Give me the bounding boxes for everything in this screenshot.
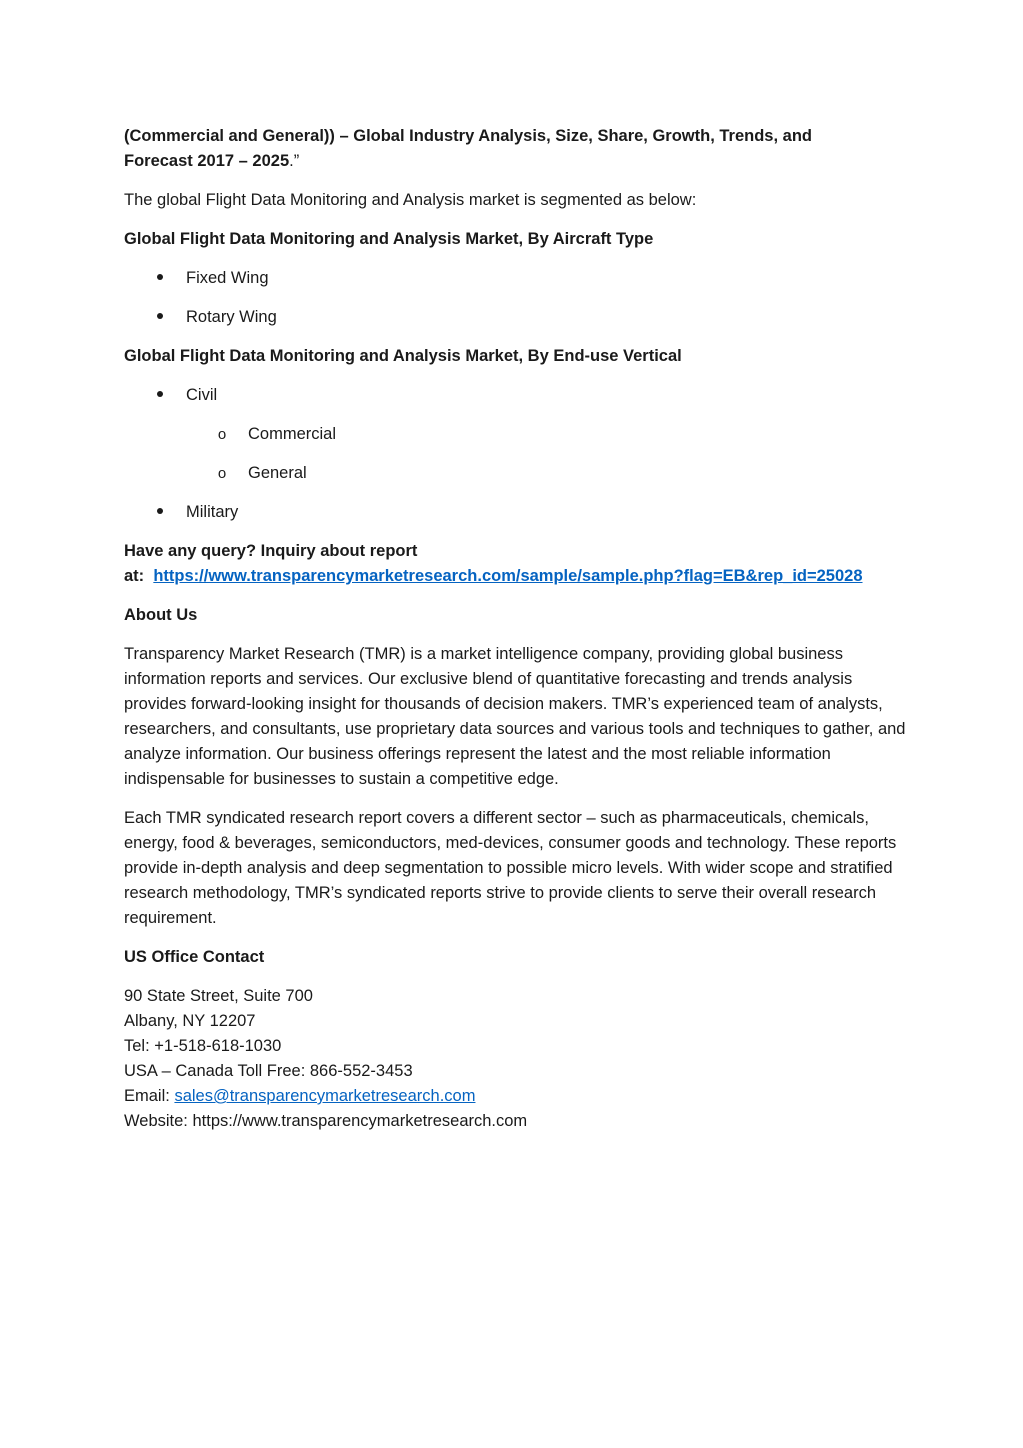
toll-free-number: USA – Canada Toll Free: 866-552-3453 <box>124 1062 413 1080</box>
sub-list-item <box>124 461 914 486</box>
sub-list-item <box>124 422 914 447</box>
list-item-label: Military <box>186 503 239 521</box>
email-line <box>124 1084 914 1109</box>
about-heading: About Us <box>124 606 198 624</box>
list-item-label: Civil <box>186 386 218 404</box>
list-item-label: Fixed Wing <box>186 269 269 287</box>
list-item <box>124 500 914 525</box>
report-title-line1: (Commercial and General)) – Global Industry Analysis, Size, Share, Growth, Trends, and <box>124 127 812 145</box>
list-item-label: General <box>248 464 307 482</box>
contact-heading: US Office Contact <box>124 948 265 966</box>
address-line-1: 90 State Street, Suite 700 <box>124 987 313 1005</box>
about-paragraph-2: Each TMR syndicated research report covers a different sector – such as pharmaceuticals, chemicals, energy, food & beverages, semiconductors, med-devices, consumer goods and technology. These reports provide in-depth analysis and deep segmentation to possible micro levels. With wider scope and stratified research methodology, TMR’s syndicated reports strive to provide clients to serve their overall research requirement. <box>124 809 897 927</box>
list-item <box>124 305 914 330</box>
email-link[interactable]: sales@transparencymarketresearch.com <box>174 1087 476 1105</box>
circle-bullet-icon: o <box>217 426 227 443</box>
website-line: Website: https://www.transparencymarketresearch.com <box>124 1112 528 1130</box>
list-item <box>124 266 914 291</box>
circle-bullet-icon: o <box>217 465 227 482</box>
query-line: Have any query? Inquiry about report <box>124 542 418 560</box>
sample-report-link[interactable]: https://www.transparencymarketresearch.com/sample/sample.php?flag=EB&rep_id=25028 <box>153 567 863 585</box>
query-block <box>124 539 914 589</box>
email-label: Email: <box>124 1087 175 1105</box>
bullet-icon <box>154 383 166 408</box>
report-title-line2: Forecast 2017 – 2025 <box>124 152 290 170</box>
bullet-icon <box>154 266 166 291</box>
query-at-label: at: <box>124 567 145 585</box>
report-title-tail: .” <box>289 152 300 170</box>
bullet-icon <box>154 305 166 330</box>
segment-intro: The global Flight Data Monitoring and Analysis market is segmented as below: <box>124 191 697 209</box>
bullet-icon <box>154 500 166 525</box>
report-title <box>124 124 914 174</box>
contact-details <box>124 984 914 1134</box>
about-paragraph-1: Transparency Market Research (TMR) is a market intelligence company, providing global business information reports and services. Our exclusive blend of quantitative forecasting and trends analysis provides forward-looking insight for thousands of decision makers. TMR’s experienced team of analysts, researchers, and consultants, use proprietary data sources and various tools and techniques to gather, and analyze information. Our business offerings represent the latest and the most reliable information indispensable for businesses to sustain a competitive edge. <box>124 645 906 788</box>
end-use-heading: Global Flight Data Monitoring and Analysis Market, By End-use Vertical <box>124 347 682 365</box>
list-item-label: Commercial <box>248 425 337 443</box>
aircraft-type-heading: Global Flight Data Monitoring and Analysis Market, By Aircraft Type <box>124 230 654 248</box>
list-item-label: Rotary Wing <box>186 308 277 326</box>
phone-number: Tel: +1-518-618-1030 <box>124 1037 282 1055</box>
document-page <box>124 124 914 1134</box>
address-line-2: Albany, NY 12207 <box>124 1012 256 1030</box>
list-item <box>124 383 914 408</box>
